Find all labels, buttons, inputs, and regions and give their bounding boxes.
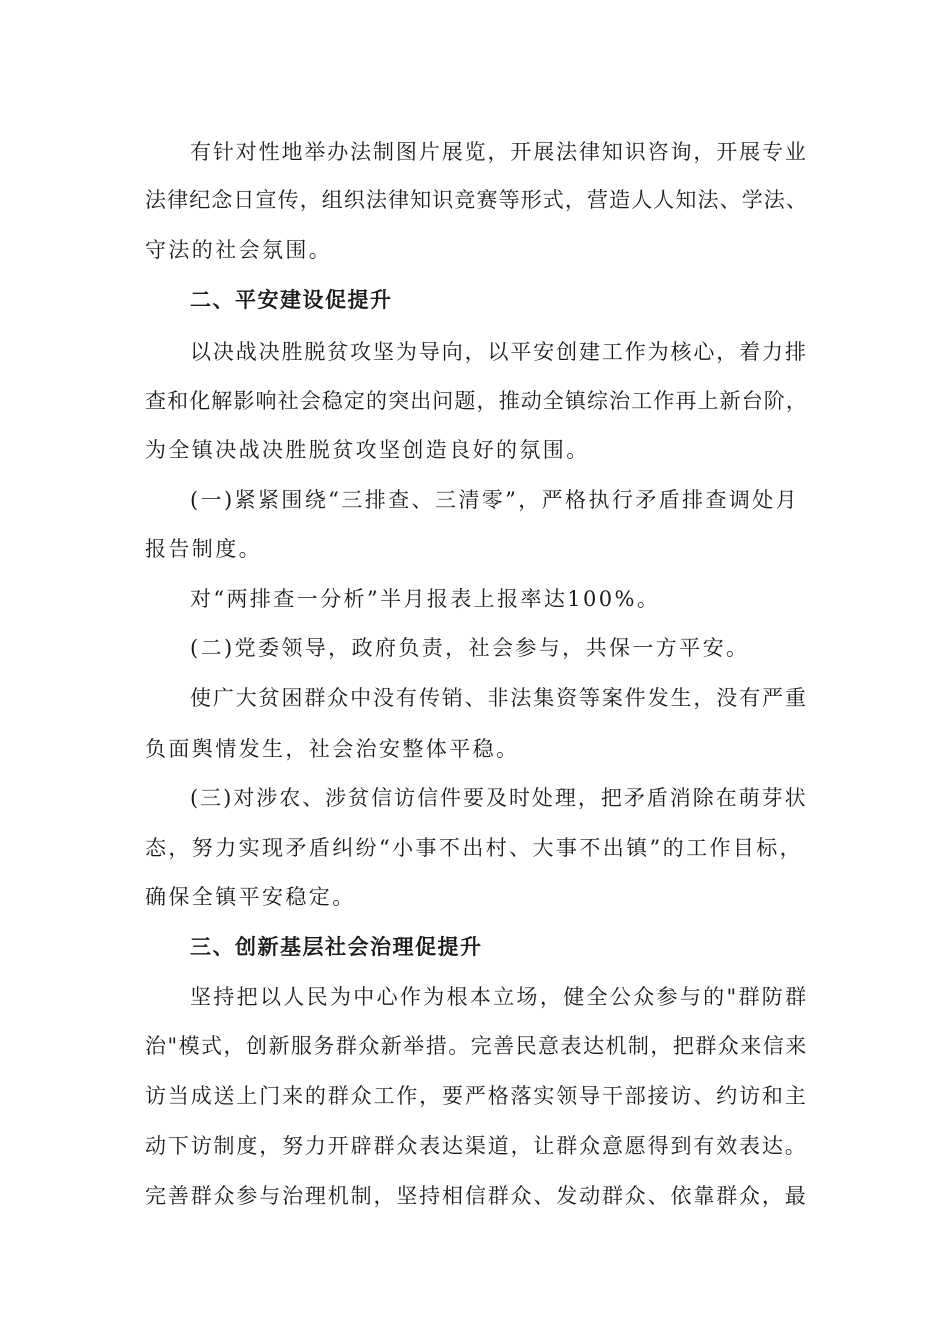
body-text-line: 对“两排查一分析”半月报表上报率达100%。 (190, 587, 661, 611)
body-text-line: (二)党委领导，政府负责，社会参与，共保一方平安。 (190, 636, 750, 660)
body-text-line: 使广大贫困群众中没有传销、非法集资等案件发生，没有严重 (190, 686, 808, 710)
body-text-line: 态，努力实现矛盾纠纷“小事不出村、大事不出镇”的工作目标， (145, 836, 804, 860)
section-heading-2: 二、平安建设促提升 (190, 288, 393, 312)
body-text-line: (三)对涉农、涉贫信访信件要及时处理，把矛盾消除在萌芽状 (190, 786, 808, 810)
body-text-line: (一)紧紧围绕“三排查、三清零”，严格执行矛盾排查调处月 (190, 488, 800, 512)
body-text-line: 为全镇决战决胜脱贫攻坚创造良好的氛围。 (145, 438, 590, 462)
body-text-line: 法律纪念日宣传，组织法律知识竞赛等形式，营造人人知法、学法、 (145, 188, 808, 212)
body-text-line: 以决战决胜脱贫攻坚为导向，以平安创建工作为核心，着力排 (190, 340, 808, 364)
body-text-line: 治"模式，创新服务群众新举措。完善民意表达机制，把群众来信来 (145, 1034, 808, 1058)
body-text-line: 坚持把以人民为中心作为根本立场，健全公众参与的"群防群 (190, 985, 809, 1009)
section-heading-3: 三、创新基层社会治理促提升 (190, 935, 483, 959)
body-text-line: 有针对性地举办法制图片展览，开展法律知识咨询，开展专业 (190, 140, 808, 164)
body-text-line: 访当成送上门来的群众工作，要严格落实领导干部接访、约访和主 (145, 1084, 808, 1108)
body-text-line: 确保全镇平安稳定。 (145, 885, 356, 909)
body-text-line: 报告制度。 (145, 537, 262, 561)
body-text-line: 查和化解影响社会稳定的突出问题，推动全镇综治工作再上新台阶， (145, 389, 808, 413)
body-text-line: 守法的社会氛围。 (145, 238, 333, 262)
body-text-line: 完善群众参与治理机制，坚持相信群众、发动群众、依靠群众，最 (145, 1184, 808, 1208)
body-text-line: 动下访制度，努力开辟群众表达渠道，让群众意愿得到有效表达。 (145, 1134, 808, 1158)
body-text-line: 负面舆情发生，社会治安整体平稳。 (145, 737, 520, 761)
